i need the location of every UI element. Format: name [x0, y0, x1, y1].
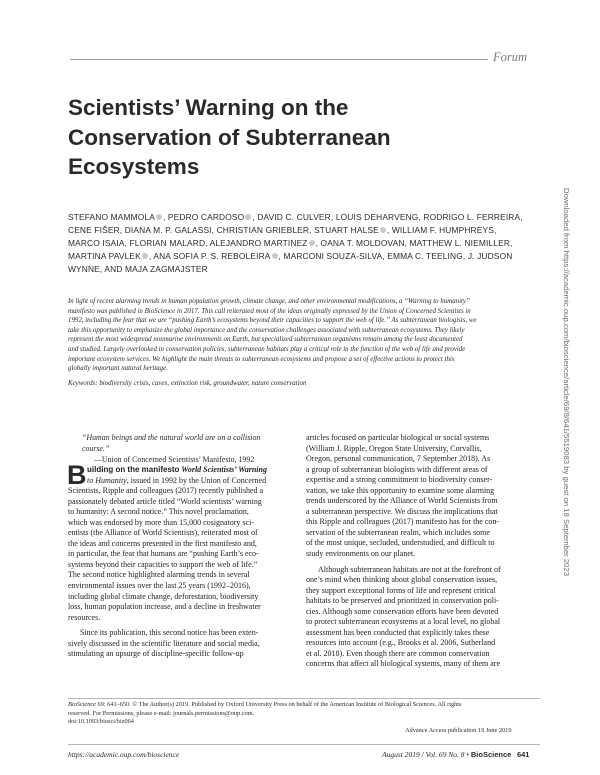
author-list [68, 211, 538, 276]
body-line: loss, human population increase, and a decline in freshwater [68, 602, 261, 612]
body-line: vation, we take this opportunity to examine some alarming [306, 485, 495, 495]
body-line: they support exceptional forms of life and represent critical [306, 585, 496, 595]
epigraph-attribution: —Union of Concerned Scientists’ Manifesto, 1992 [94, 455, 255, 464]
orcid-icon[interactable] [245, 214, 251, 220]
body-line: concerns that affect all biological systems, many of them are [306, 659, 501, 669]
body-line: Oregon, personal communication, 7 September 2018). As [306, 454, 491, 464]
body-line: in particular, the fear that humans are “pushing Earth’s eco- [68, 549, 259, 559]
issue-info: August 2019 / Vol. 69 No. 8 • [382, 750, 471, 759]
body-line: systems beyond their capacities to support the web of life.” [68, 559, 258, 569]
advance-access-date: Advance Access publication 19 June 2019 [405, 727, 512, 734]
body-line: a subterranean perspective. We discuss the implications that [306, 506, 498, 516]
page-number: 641 [516, 750, 530, 759]
drop-cap: B [67, 460, 87, 490]
body-line: a group of subterranean biologists with different areas of [306, 464, 488, 474]
body-line: stimulating an upsurge of discipline-specific follow-up [68, 649, 244, 659]
body-column-left [67, 460, 302, 660]
body-line: assessment has been conducted that explicitly takes these [306, 627, 490, 637]
abstract-line: take this opportunity to emphasize the global importance and the conservation challenges associated with subterranean ecosystems. They likely [68, 326, 465, 334]
author-line: STEFANO MAMMOLA , PEDRO CARDOSO , DAVID C. CULVER, LOUIS DEHARVENG, RODRIGO L. FERREIRA, [68, 212, 523, 222]
body-line: et al. 2018). Even though there are common conservation [306, 648, 490, 658]
abstract [68, 297, 542, 374]
abstract-line: globally important natural heritage. [68, 365, 168, 373]
download-watermark-svg [561, 188, 571, 578]
orcid-icon[interactable] [309, 240, 315, 246]
body-line: articles focused on particular biological or social systems [306, 433, 490, 442]
section-label: Forum [493, 50, 528, 64]
download-watermark [561, 188, 571, 578]
body-line: to protect subterranean ecosystems at a local level, no global [306, 617, 501, 627]
author-line: WYNNE, AND MAJA ZAGMAJSTER [68, 264, 208, 274]
bottom-rule [68, 744, 540, 745]
body-line: habitats to be preserved and prioritized in conservation poli- [306, 596, 499, 606]
body-line: the ideas and concerns presented in the first manifesto and, [68, 538, 257, 548]
doi[interactable]: doi:10.1093/biosci/biz064 [68, 718, 134, 726]
body-line: passionately debated article titled “World scientists’ warning [68, 496, 262, 506]
abstract-line: In light of recent alarming trends in human population growth, climate change, and other environmental modifications, a “Warning to humanity” [68, 298, 470, 305]
author-line: MARTINA PAVLEK , ANA SOFIA P. S. REBOLEIRA , MARCONI SOUZA-SILVA, EMMA C. TEELING, J. JUDSON [68, 251, 513, 261]
abstract-line: represent the most widespread nonmarine environments on Earth, but specialized subterranean organisms remain among the least documented [68, 336, 463, 344]
body-line: resources into account (e.g., Brooks et al. 2006, Sutherland [306, 638, 496, 648]
download-watermark-text: Downloaded from https://academic.oup.com/bioscience/article/69/8/641/5519083 by guest on 18 September 2023 [562, 188, 571, 566]
body-line: to humanity: A second notice.” This novel proclamation, [68, 507, 249, 517]
journal-name: BioScience [470, 750, 512, 759]
abstract-line: 1992, including the fear that we are “pushing Earth’s ecosystems beyond their capacities to support the web of life.” As subterranean biologists, we [68, 317, 477, 325]
body-line: including global climate change, deforestation, biodiversity [68, 591, 259, 601]
footer-line: BioScience 69: 641–650. © The Author(s) 2019. Published by Oxford University Press on behalf of the American Institute of Biological Sciences. All rights [68, 701, 462, 708]
body-line: entists (the Alliance of World Scientists), reiterated most of [68, 528, 258, 538]
page-info [382, 750, 529, 759]
journal-url-link[interactable]: https://academic.oup.com/bioscience [68, 750, 180, 759]
body-line: expertise and a strong commitment to biodiversity conser- [306, 475, 493, 485]
orcid-icon[interactable] [142, 253, 148, 259]
body-line: study environments on our planet. [306, 549, 416, 559]
body-line: this Ripple and colleagues (2017) manifesto has for the con- [306, 517, 500, 527]
author-line: CENE FIŠER, DIANA M. P. GALASSI, CHRISTIAN GRIEBLER, STUART HALSE , WILLIAM F. HUMPHREYS, [68, 225, 497, 235]
body-column-right [306, 433, 540, 670]
body-line: resources. [68, 612, 101, 622]
header-rule [70, 59, 488, 60]
epigraph-line: course.” [82, 444, 110, 453]
body-line: sively discussed in the scientific literature and social media, [68, 638, 260, 648]
body-line: Scientists, Ripple and colleagues (2017) recently published a [68, 486, 264, 496]
body-line: trends underscored by the Alliance of World Scientists from [306, 496, 498, 506]
author-line: MARCO ISAIA, FLORIAN MALARD, ALEJANDRO MARTINEZ , OANA T. MOLDOVAN, MATTHEW L. NIEMILLER, [68, 238, 513, 248]
copyright-footer [68, 701, 461, 727]
body-line: environmental issues over the last 25 years (1992–2016), [68, 581, 251, 591]
body-line: The second notice highlighted alarming trends in several [68, 570, 250, 580]
orcid-icon[interactable] [272, 253, 278, 259]
article-title [68, 93, 488, 182]
abstract-line: manifesto was published in BioScience in 2017. This call reiterated most of the ideas originally expressed by the Union of Concerned Scientists in [68, 307, 471, 315]
body-line: (William J. Ripple, Oregon State University, Corvallis, [306, 443, 482, 453]
body-line: one’s mind when thinking about global conservation issues, [306, 575, 498, 585]
body-line: servation of the subterranean realm, which includes some [306, 527, 490, 537]
epigraph-line: “Human beings and the natural world are on a collision [82, 433, 261, 442]
abstract-line: important ecosystem services. We highlight the main threats to subterranean ecosystems and propose a set of effective actions to protect this [68, 355, 455, 363]
footer-line: reserved. For Permissions, please e-mail: journals.permissions@oup.com. [68, 709, 255, 717]
title-line: Ecosystems [68, 154, 200, 179]
title-line: Scientists’ Warning on the [68, 95, 349, 120]
body-line: to Humanity, issued in 1992 by the Union of Concerned [87, 475, 267, 485]
orcid-icon[interactable] [156, 214, 162, 220]
body-line: cies. Although some conservation efforts have been devoted [306, 606, 499, 616]
orcid-icon[interactable] [380, 227, 386, 233]
abstract-line: and studied. Largely overlooked in conservation policies, subterranean habitats play a critical role in the function of the web of life and provide [68, 345, 466, 353]
keywords: Keywords: biodiversity crisis, caves, extinction risk, groundwater, nature conservation [68, 380, 307, 387]
body-line: which was endorsed by more than 15,000 cosignatory sci- [68, 517, 254, 527]
body-line: Although subterranean habitats are not at the forefront of [318, 564, 501, 574]
epigraph [82, 432, 260, 465]
body-line: of the most unique, secluded, understudied, and difficult to [306, 538, 495, 548]
footer-rule [68, 698, 540, 699]
title-line: Conservation of Subterranean [68, 124, 391, 150]
body-line: Since its publication, this second notice has been exten- [80, 628, 259, 638]
body-line: uilding on the manifesto World Scientists’ Warning [87, 465, 267, 474]
